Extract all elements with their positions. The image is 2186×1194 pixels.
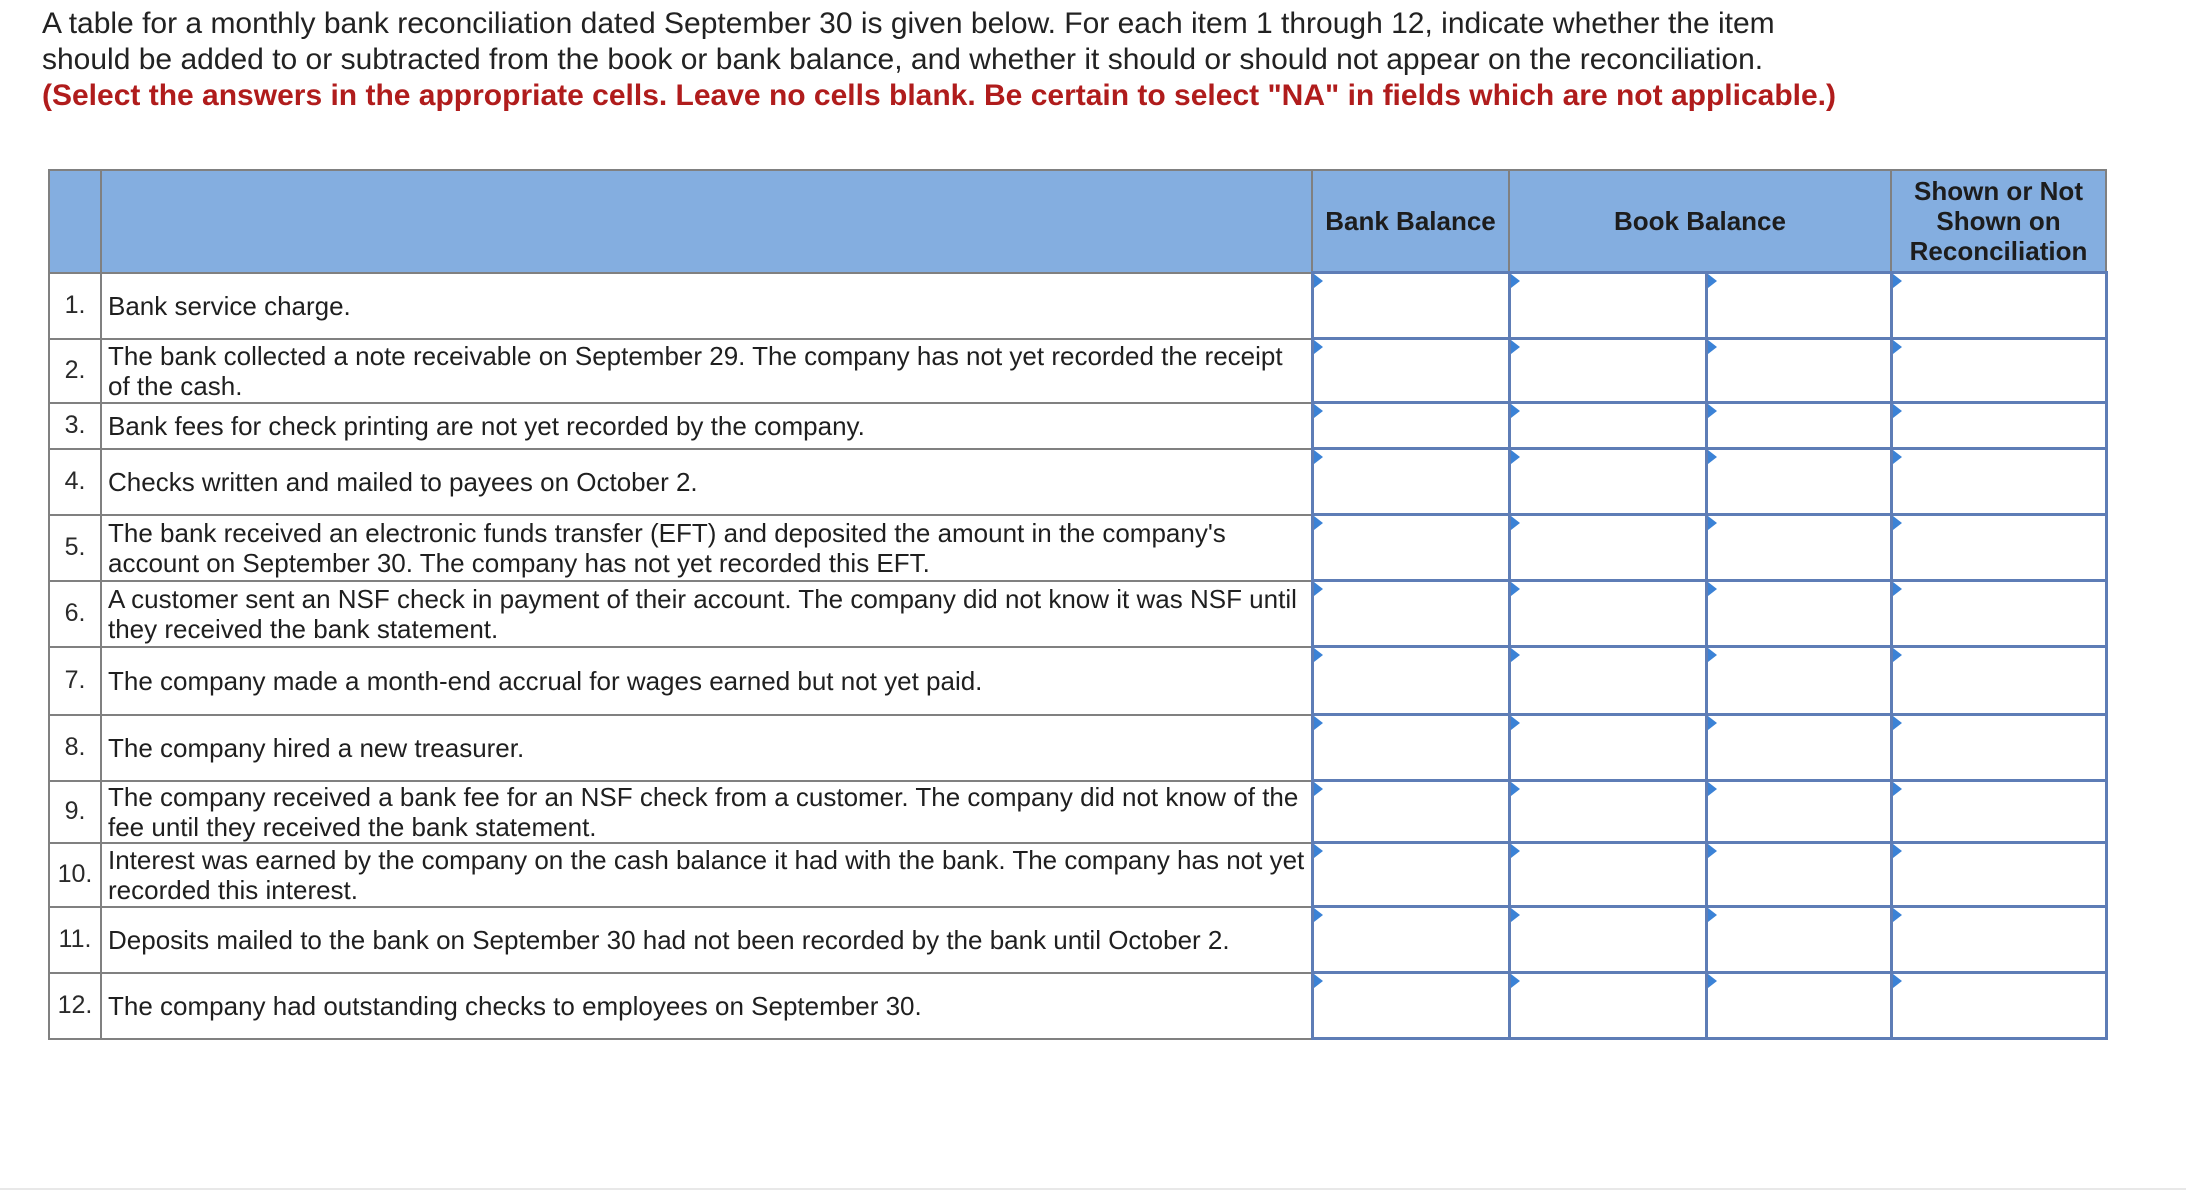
header-description-cell: [101, 170, 1312, 273]
book-balance-dropdown-2[interactable]: [1706, 907, 1891, 973]
dropdown-marker-icon: [1708, 516, 1717, 530]
row-number: 1.: [49, 273, 101, 339]
bank-balance-dropdown[interactable]: [1312, 403, 1509, 449]
book-balance-dropdown-1[interactable]: [1509, 339, 1706, 403]
instructions-note: (Select the answers in the appropriate cells. Leave no cells blank. Be certain to select "NA" in fields which are not applicable.): [42, 79, 1836, 112]
row-description: The company had outstanding checks to employees on September 30.: [101, 973, 1312, 1039]
dropdown-marker-icon: [1511, 908, 1520, 922]
row-description: Deposits mailed to the bank on September 30 had not been recorded by the bank until October 2.: [101, 907, 1312, 973]
dropdown-marker-icon: [1708, 450, 1717, 464]
dropdown-marker-icon: [1708, 716, 1717, 730]
dropdown-marker-icon: [1314, 908, 1323, 922]
dropdown-marker-icon: [1893, 582, 1902, 596]
book-balance-dropdown-1[interactable]: [1509, 907, 1706, 973]
dropdown-marker-icon: [1314, 716, 1323, 730]
book-balance-dropdown-2[interactable]: [1706, 715, 1891, 781]
shown-on-reconciliation-dropdown[interactable]: [1891, 715, 2106, 781]
row-number: 5.: [49, 515, 101, 581]
dropdown-marker-icon: [1511, 274, 1520, 288]
row-number: 9.: [49, 781, 101, 843]
table-row: [49, 907, 2106, 973]
dropdown-marker-icon: [1511, 716, 1520, 730]
table-row: [49, 781, 2106, 843]
book-balance-dropdown-1[interactable]: [1509, 843, 1706, 907]
row-description: The company received a bank fee for an NSF check from a customer. The company did not know of the fee until they received the bank statement.: [101, 781, 1312, 843]
row-number: 11.: [49, 907, 101, 973]
book-balance-dropdown-2[interactable]: [1706, 781, 1891, 843]
shown-on-reconciliation-dropdown[interactable]: [1891, 647, 2106, 715]
shown-on-reconciliation-dropdown[interactable]: [1891, 843, 2106, 907]
table-header-row: [49, 170, 2106, 273]
row-number: 8.: [49, 715, 101, 781]
instructions-line-2: should be added to or subtracted from the book or bank balance, and whether it should or should not appear on the reconciliation.: [42, 43, 1764, 76]
row-description: Bank service charge.: [101, 273, 1312, 339]
header-book-balance: Book Balance: [1509, 170, 1891, 273]
book-balance-dropdown-1[interactable]: [1509, 715, 1706, 781]
book-balance-dropdown-1[interactable]: [1509, 973, 1706, 1039]
bottom-divider: [0, 1188, 2186, 1190]
dropdown-marker-icon: [1511, 582, 1520, 596]
dropdown-marker-icon: [1708, 404, 1717, 418]
dropdown-marker-icon: [1314, 516, 1323, 530]
table-row: [49, 403, 2106, 449]
book-balance-dropdown-1[interactable]: [1509, 581, 1706, 647]
row-description: The company hired a new treasurer.: [101, 715, 1312, 781]
row-number: 2.: [49, 339, 101, 403]
dropdown-marker-icon: [1893, 716, 1902, 730]
row-number: 12.: [49, 973, 101, 1039]
dropdown-marker-icon: [1708, 844, 1717, 858]
dropdown-marker-icon: [1314, 274, 1323, 288]
header-shown-line-2: Shown on: [1936, 206, 2061, 236]
shown-on-reconciliation-dropdown[interactable]: [1891, 339, 2106, 403]
row-number: 7.: [49, 647, 101, 715]
bank-balance-dropdown[interactable]: [1312, 781, 1509, 843]
book-balance-dropdown-2[interactable]: [1706, 403, 1891, 449]
book-balance-dropdown-2[interactable]: [1706, 973, 1891, 1039]
book-balance-dropdown-1[interactable]: [1509, 449, 1706, 515]
bank-balance-dropdown[interactable]: [1312, 715, 1509, 781]
dropdown-marker-icon: [1708, 908, 1717, 922]
dropdown-marker-icon: [1893, 404, 1902, 418]
row-description: The bank collected a note receivable on September 29. The company has not yet recorded the receipt of the cash.: [101, 339, 1312, 403]
shown-on-reconciliation-dropdown[interactable]: [1891, 403, 2106, 449]
dropdown-marker-icon: [1893, 340, 1902, 354]
reconciliation-table: [48, 169, 2108, 1040]
header-number-cell: [49, 170, 101, 273]
bank-balance-dropdown[interactable]: [1312, 647, 1509, 715]
dropdown-marker-icon: [1893, 908, 1902, 922]
shown-on-reconciliation-dropdown[interactable]: [1891, 515, 2106, 581]
dropdown-marker-icon: [1708, 274, 1717, 288]
dropdown-marker-icon: [1314, 844, 1323, 858]
shown-on-reconciliation-dropdown[interactable]: [1891, 581, 2106, 647]
row-number: 6.: [49, 581, 101, 647]
dropdown-marker-icon: [1893, 274, 1902, 288]
row-number: 10.: [49, 843, 101, 907]
dropdown-marker-icon: [1893, 450, 1902, 464]
row-description: The company made a month-end accrual for wages earned but not yet paid.: [101, 647, 1312, 715]
dropdown-marker-icon: [1511, 974, 1520, 988]
table-body: [49, 273, 2106, 1039]
book-balance-dropdown-1[interactable]: [1509, 781, 1706, 843]
row-number: 4.: [49, 449, 101, 515]
book-balance-dropdown-1[interactable]: [1509, 647, 1706, 715]
table-row: [49, 515, 2106, 581]
dropdown-marker-icon: [1511, 450, 1520, 464]
table-row: [49, 715, 2106, 781]
table-row: [49, 449, 2106, 515]
table-row: [49, 273, 2106, 339]
bank-balance-dropdown[interactable]: [1312, 515, 1509, 581]
bank-balance-dropdown[interactable]: [1312, 581, 1509, 647]
dropdown-marker-icon: [1511, 404, 1520, 418]
dropdown-marker-icon: [1511, 516, 1520, 530]
row-description: Interest was earned by the company on the cash balance it had with the bank. The company has not yet recorded this interest.: [101, 843, 1312, 907]
dropdown-marker-icon: [1314, 782, 1323, 796]
book-balance-dropdown-2[interactable]: [1706, 339, 1891, 403]
shown-on-reconciliation-dropdown[interactable]: [1891, 907, 2106, 973]
dropdown-marker-icon: [1314, 974, 1323, 988]
dropdown-marker-icon: [1893, 648, 1902, 662]
bank-balance-dropdown[interactable]: [1312, 973, 1509, 1039]
book-balance-dropdown-1[interactable]: [1509, 403, 1706, 449]
book-balance-dropdown-2[interactable]: [1706, 843, 1891, 907]
shown-on-reconciliation-dropdown[interactable]: [1891, 973, 2106, 1039]
dropdown-marker-icon: [1314, 648, 1323, 662]
bank-balance-dropdown[interactable]: [1312, 273, 1509, 339]
dropdown-marker-icon: [1511, 648, 1520, 662]
row-description: Checks written and mailed to payees on October 2.: [101, 449, 1312, 515]
book-balance-dropdown-2[interactable]: [1706, 515, 1891, 581]
dropdown-marker-icon: [1511, 782, 1520, 796]
table-row: [49, 581, 2106, 647]
row-number: 3.: [49, 403, 101, 449]
dropdown-marker-icon: [1708, 582, 1717, 596]
shown-on-reconciliation-dropdown[interactable]: [1891, 781, 2106, 843]
row-description: A customer sent an NSF check in payment of their account. The company did not know it was NSF until they received the bank statement.: [101, 581, 1312, 647]
table-row: [49, 647, 2106, 715]
dropdown-marker-icon: [1893, 974, 1902, 988]
header-shown-line-1: Shown or Not: [1914, 176, 2083, 206]
book-balance-dropdown-1[interactable]: [1509, 515, 1706, 581]
row-description: Bank fees for check printing are not yet recorded by the company.: [101, 403, 1312, 449]
row-description: The bank received an electronic funds transfer (EFT) and deposited the amount in the company's account on September 30. The company has not yet recorded this EFT.: [101, 515, 1312, 581]
header-shown-on-reconciliation: [1891, 170, 2106, 273]
dropdown-marker-icon: [1314, 340, 1323, 354]
header-shown-line-3: Reconciliation: [1909, 236, 2088, 266]
dropdown-marker-icon: [1893, 844, 1902, 858]
dropdown-marker-icon: [1708, 782, 1717, 796]
bank-balance-dropdown[interactable]: [1312, 449, 1509, 515]
book-balance-dropdown-2[interactable]: [1706, 273, 1891, 339]
dropdown-marker-icon: [1314, 404, 1323, 418]
book-balance-dropdown-1[interactable]: [1509, 273, 1706, 339]
book-balance-dropdown-2[interactable]: [1706, 449, 1891, 515]
instructions: [42, 6, 1942, 114]
dropdown-marker-icon: [1893, 516, 1902, 530]
book-balance-dropdown-2[interactable]: [1706, 647, 1891, 715]
bank-balance-dropdown[interactable]: [1312, 907, 1509, 973]
dropdown-marker-icon: [1314, 582, 1323, 596]
table-row: [49, 339, 2106, 403]
dropdown-marker-icon: [1511, 844, 1520, 858]
header-bank-balance: Bank Balance: [1312, 170, 1509, 273]
dropdown-marker-icon: [1314, 450, 1323, 464]
shown-on-reconciliation-dropdown[interactable]: [1891, 273, 2106, 339]
instructions-line-1: A table for a monthly bank reconciliation dated September 30 is given below. For each item 1 through 12, indicate whether the item: [42, 7, 1775, 40]
book-balance-dropdown-2[interactable]: [1706, 581, 1891, 647]
table-row: [49, 843, 2106, 907]
table-row: [49, 973, 2106, 1039]
dropdown-marker-icon: [1708, 340, 1717, 354]
dropdown-marker-icon: [1511, 340, 1520, 354]
dropdown-marker-icon: [1708, 648, 1717, 662]
shown-on-reconciliation-dropdown[interactable]: [1891, 449, 2106, 515]
dropdown-marker-icon: [1708, 974, 1717, 988]
bank-balance-dropdown[interactable]: [1312, 843, 1509, 907]
bank-balance-dropdown[interactable]: [1312, 339, 1509, 403]
dropdown-marker-icon: [1893, 782, 1902, 796]
